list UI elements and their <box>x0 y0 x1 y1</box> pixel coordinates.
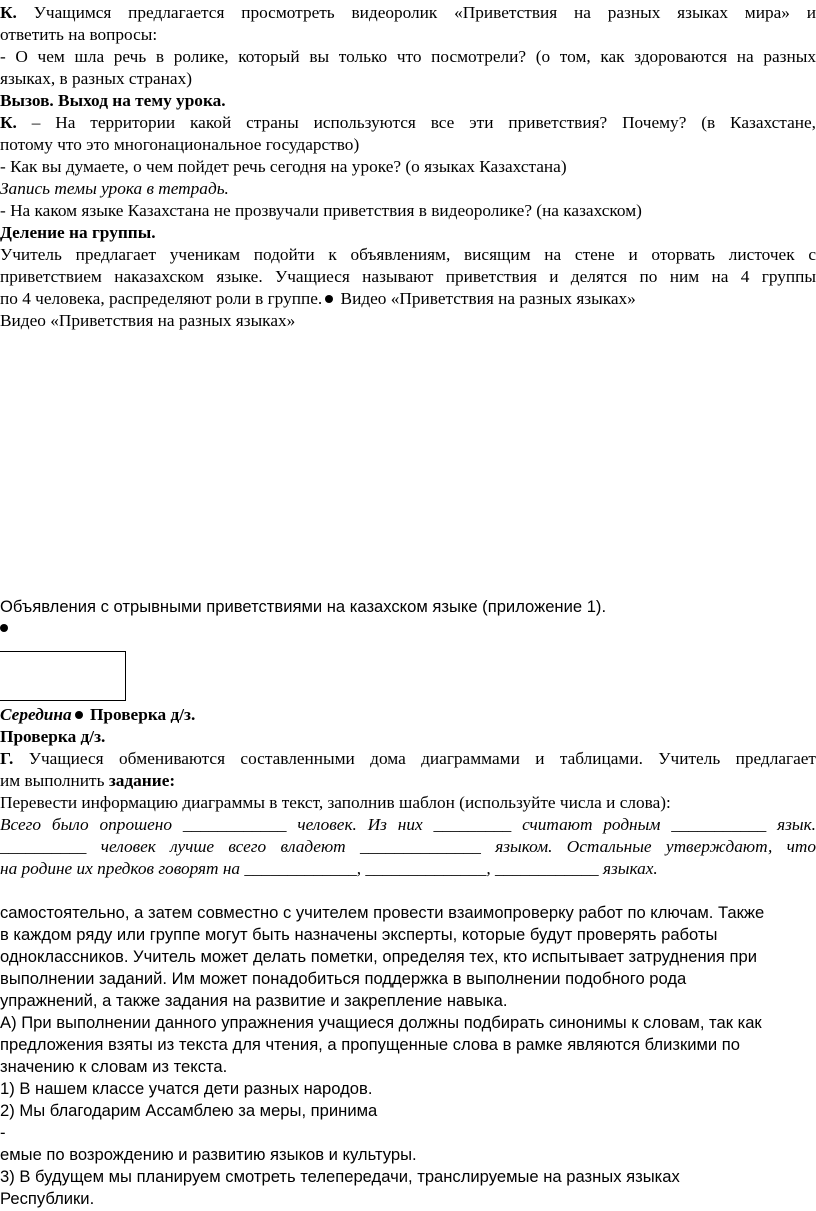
template-line: __________ человек лучше всего владеют ______________ языком. Остальные утверждают, что <box>0 837 816 856</box>
bullet-icon <box>75 711 83 719</box>
bullet-icon <box>0 624 8 632</box>
paragraph-line: потому что это многонациональное государство) <box>0 135 360 154</box>
paragraph-line: К. Учащимся предлагается просмотреть видеоролик «Приветствия на разных языках мира» и <box>0 3 816 22</box>
paragraph-line: предложения взяты из текста для чтения, а пропущенные слова в рамке являются близкими по <box>0 1035 741 1054</box>
paragraph-line: по 4 человека, распределяют роли в группе. Видео «Приветствия на разных языках» <box>0 289 636 308</box>
paragraph-line: самостоятельно, а затем совместно с учителем провести взаимопроверку работ по ключам. Также <box>0 903 765 922</box>
paragraph-line: Объявления с отрывными приветствиями на казахском языке (приложение 1). <box>0 597 607 616</box>
speaker-label: Г. <box>0 749 14 768</box>
paragraph-line: ответить на вопросы: <box>0 25 158 44</box>
paragraph-line: значению к словам из текста. <box>0 1057 228 1076</box>
paragraph-line: Г. Учащиеся обмениваются составленными дома диаграммами и таблицами. Учитель предлагает <box>0 749 816 768</box>
section-heading: Вызов. Выход на тему урока. <box>0 91 226 110</box>
paragraph-line: выполнении заданий. Им может понадобиться поддержка в выполнении подобного рода <box>0 969 687 988</box>
list-item: 1) В нашем классе учатся дети разных народов. <box>0 1079 373 1098</box>
paragraph-line: Середина Проверка д/з. <box>0 705 196 724</box>
paragraph-line: К. – На территории какой страны используются все эти приветствия? Почему? (в Казахстане, <box>0 113 816 132</box>
paragraph-line: емые по возрождению и развитию языков и культуры. <box>0 1145 417 1164</box>
list-item: 2) Мы благодарим Ассамблею за меры, принима <box>0 1101 378 1120</box>
paragraph-line: Республики. <box>0 1189 95 1208</box>
paragraph-line: им выполнить задание: <box>0 771 176 790</box>
paragraph-line: Видео «Приветствия на разных языках» <box>0 311 296 330</box>
paragraph-line: в каждом ряду или группе могут быть назначены эксперты, которые будут проверять работы <box>0 925 718 944</box>
paragraph-line: одноклассников. Учитель может делать пометки, определяя тех, кто испытывает затруднения при <box>0 947 757 966</box>
paragraph-line: Проверка д/з. <box>0 727 106 746</box>
paragraph-line: А) При выполнении данного упражнения учащиеся должны подбирать синонимы к словам, так как <box>0 1013 762 1032</box>
section-heading: Деление на группы. <box>0 223 156 242</box>
empty-frame <box>0 651 126 701</box>
speaker-label: К. <box>0 3 17 22</box>
paragraph-line: языках, в разных странах) <box>0 69 192 88</box>
bullet-line <box>0 618 816 640</box>
paragraph-line: - <box>0 1123 6 1142</box>
bullet-icon <box>325 295 333 303</box>
paragraph-line: - Как вы думаете, о чем пойдет речь сегодня на уроке? (о языках Казахстана) <box>0 157 567 176</box>
speaker-label: К. <box>0 113 17 132</box>
template-line: на родине их предков говорят на _____________, ______________, ____________ языках. <box>0 859 658 878</box>
paragraph-line: упражнений, а также задания на развитие и закрепление навыка. <box>0 991 508 1010</box>
paragraph-line: - На каком языке Казахстана не прозвучали приветствия в видеоролике? (на казахском) <box>0 201 642 220</box>
paragraph-line: Перевести информацию диаграммы в текст, заполнив шаблон (используйте числа и слова): <box>0 793 671 812</box>
paragraph-line: Учитель предлагает ученикам подойти к объявлениям, висящим на стене и оторвать листочек с <box>0 245 816 264</box>
list-item: 3) В будущем мы планируем смотреть телепередачи, транслируемые на разных языках <box>0 1167 680 1186</box>
template-line: Всего было опрошено ____________ человек. Из них _________ считают родным ___________ язык. <box>0 815 816 834</box>
paragraph-line: Запись темы урока в тетрадь. <box>0 179 229 198</box>
paragraph-line: приветствием наказахском языке. Учащиеся называют приветствия и делятся по ним на 4 группы <box>0 267 816 286</box>
paragraph-line: - О чем шла речь в ролике, который вы только что посмотрели? (о том, как здороваются на разных <box>0 47 816 66</box>
